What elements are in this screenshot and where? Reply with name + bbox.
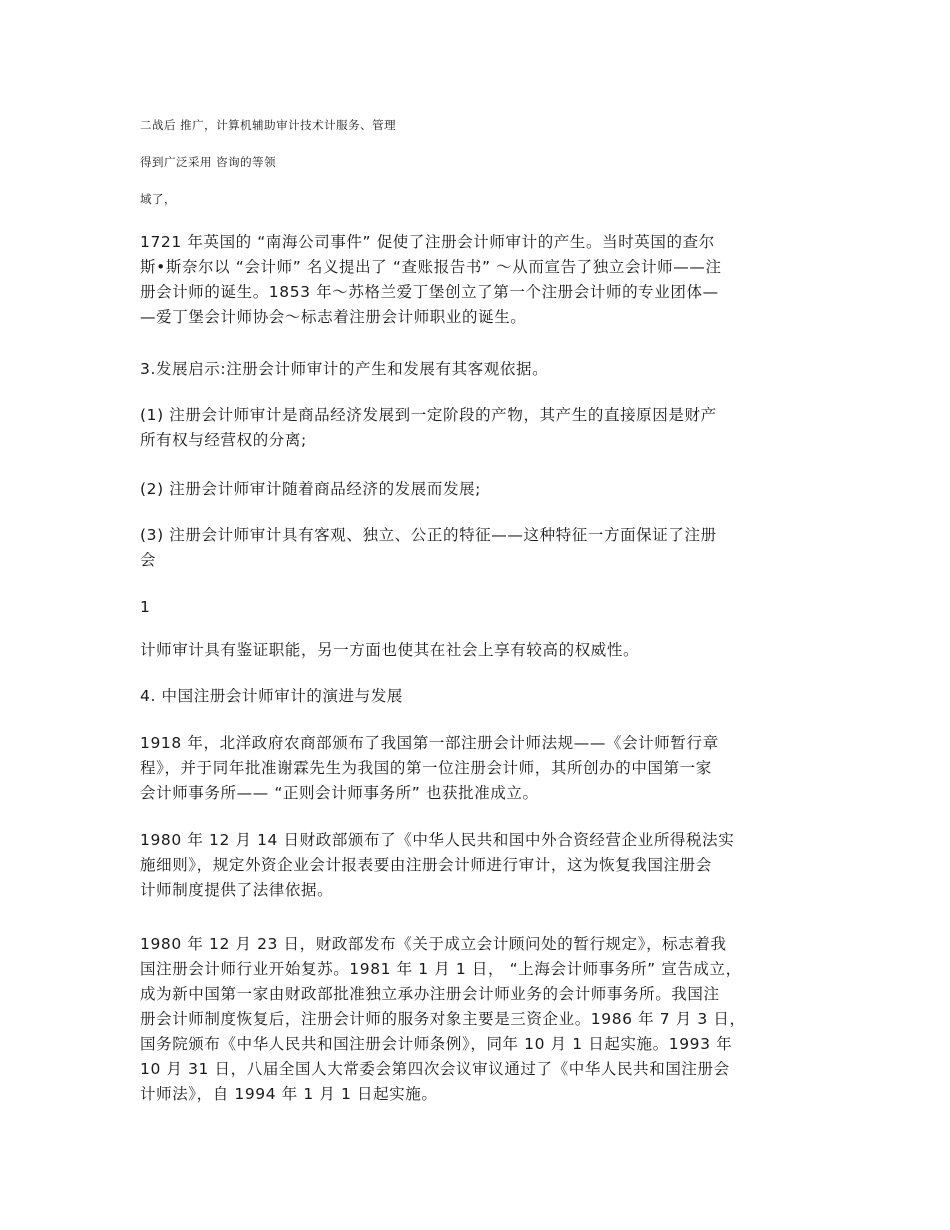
- page-number-text: 1: [140, 598, 151, 616]
- paragraph-1980-dec-14: [140, 828, 812, 903]
- text-line: 国务院颁布《中华人民共和国注册会计师条例》，同年 10 月 1 日起实施。1993 年: [140, 1035, 733, 1053]
- text-line: 10 月 31 日，八届全国人大常委会第四次会议审议通过了《中华人民共和国注册会: [140, 1060, 730, 1078]
- text-line: 计师法》，自 1994 年 1 月 1 日起实施。: [140, 1085, 438, 1103]
- text-line: 册会计师的诞生。1853 年～苏格兰爱丁堡创立了第一个注册会计师的专业团体—: [140, 283, 719, 301]
- text-line: 程》，并于同年批准谢霖先生为我国的第一位注册会计师，其所创办的中国第一家: [140, 759, 712, 777]
- text-line: 会计师事务所—— “正则会计师事务所” 也获批准成立。: [140, 784, 539, 802]
- paragraph-development-insight: [140, 357, 812, 382]
- section-heading-china: [140, 684, 812, 709]
- text-line: 册会计师制度恢复后，注册会计师的服务对象主要是三资企业。1986 年 7 月 3 日，: [140, 1010, 746, 1028]
- paragraph-origin-uk: [140, 230, 812, 330]
- paragraph-continued: [140, 638, 812, 663]
- text-line: (3) 注册会计师审计具有客观、独立、公正的特征——这种特征一方面保证了注册: [140, 526, 717, 544]
- text-line: 会: [140, 551, 157, 569]
- text-line: 成为新中国第一家由财政部批准独立承办注册会计师业务的会计师事务所。我国注: [140, 985, 720, 1003]
- paragraph-1980-dec-23: [140, 932, 812, 1107]
- margin-note-line-2: 得到广泛采用 咨询的等领: [140, 155, 277, 169]
- paragraph-point-2: [140, 477, 812, 502]
- text-line: 所有权与经营权的分离;: [140, 431, 307, 449]
- page-number: [140, 595, 812, 620]
- margin-note-line-1: 二战后 推广，计算机辅助审计技术计服务、管理: [140, 118, 397, 132]
- text-line: 3.发展启示:注册会计师审计的产生和发展有其客观依据。: [140, 360, 549, 378]
- text-line: 斯•斯奈尔以 “会计师” 名义提出了 “查账报告书” ～从而宣告了独立会计师——注: [140, 258, 722, 276]
- paragraph-1918: [140, 731, 812, 806]
- text-line: 1721 年英国的 “南海公司事件” 促使了注册会计师审计的产生。当时英国的查尔: [140, 233, 715, 251]
- text-line: (2) 注册会计师审计随着商品经济的发展而发展;: [140, 480, 482, 498]
- text-line: 计师制度提供了法律依据。: [140, 881, 334, 899]
- text-line: 计师审计具有鉴证职能，另一方面也使其在社会上享有较高的权威性。: [140, 641, 640, 659]
- text-line: 1918 年，北洋政府农商部颁布了我国第一部注册会计师法规——《会计师暂行章: [140, 734, 719, 752]
- paragraph-point-3: [140, 523, 812, 573]
- text-line: 1980 年 12 月 14 日财政部颁布了《中华人民共和国中外合资经营企业所得税法实: [140, 831, 735, 849]
- margin-note-line-3: 域了，: [140, 192, 176, 206]
- text-line: 1980 年 12 月 23 日，财政部发布《关于成立会计顾问处的暂行规定》，标志着我: [140, 935, 727, 953]
- text-line: 国注册会计师行业开始复苏。1981 年 1 月 1 日， “上海会计师事务所” 宣告成立，: [140, 960, 742, 978]
- text-line: 施细则》，规定外资企业会计报表要由注册会计师进行审计，这为恢复我国注册会: [140, 856, 712, 874]
- paragraph-point-1: [140, 403, 812, 453]
- section-heading-text: 4. 中国注册会计师审计的演进与发展: [140, 687, 404, 705]
- text-line: (1) 注册会计师审计是商品经济发展到一定阶段的产物，其产生的直接原因是财产: [140, 406, 717, 424]
- text-line: —爱丁堡会计师协会～标志着注册会计师职业的诞生。: [140, 308, 527, 326]
